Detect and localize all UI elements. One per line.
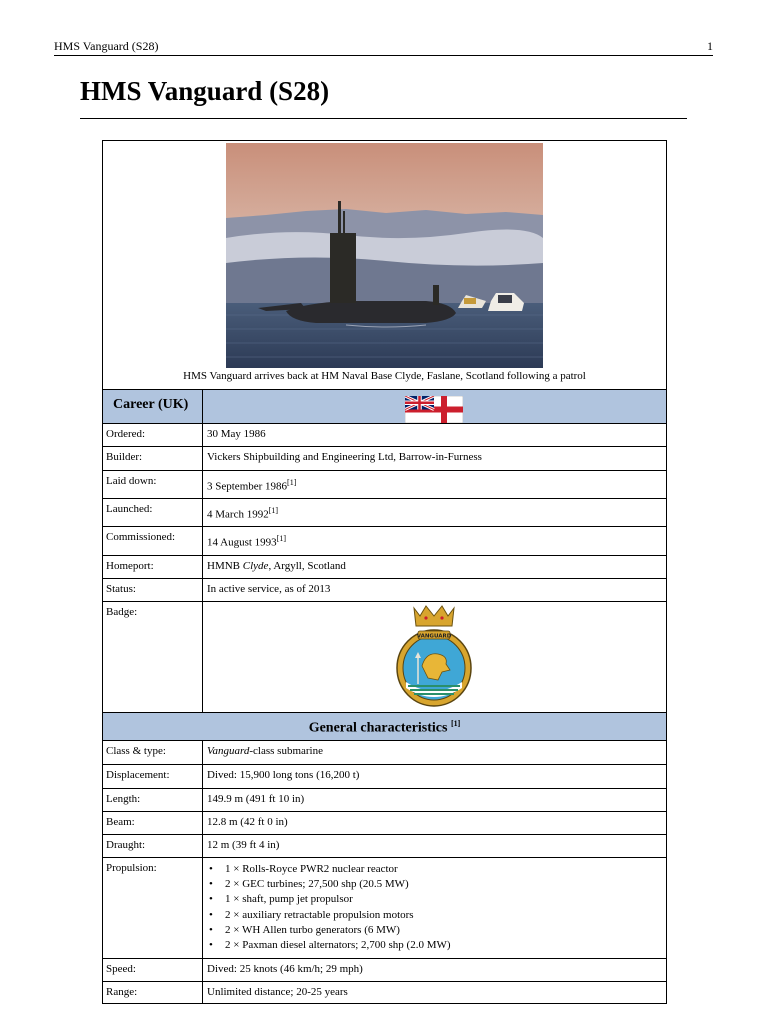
row-value: [203, 471, 666, 498]
row-value-text: -class submarine: [249, 745, 323, 757]
badge-text: VANGUARD: [416, 633, 452, 640]
infobox-row-homeport: [103, 556, 666, 579]
row-value-text: , Argyll, Scotland: [268, 560, 346, 572]
row-label: Speed:: [103, 959, 203, 981]
badge-cell: [203, 602, 666, 712]
infobox-row-builder: [103, 447, 666, 471]
propulsion-list: [207, 862, 666, 953]
infobox-row-beam: [103, 812, 666, 835]
row-value: [203, 741, 666, 764]
page-number: 1: [707, 39, 713, 53]
career-header-row: [103, 390, 666, 424]
infobox-row-launched: [103, 499, 666, 527]
row-label: Launched:: [103, 499, 203, 526]
row-label: Laid down:: [103, 471, 203, 498]
list-item: • 1 × Rolls-Royce PWR2 nuclear reactor: [207, 862, 666, 877]
white-ensign-icon: [405, 396, 463, 423]
citation-ref[interactable]: [1]: [276, 534, 287, 543]
row-value: 12.8 m (42 ft 0 in): [207, 816, 288, 828]
infobox-row-badge: [103, 602, 666, 713]
list-item: • 1 × shaft, pump jet propulsor: [207, 892, 666, 907]
infobox-row-draught: [103, 835, 666, 858]
list-item: • 2 × Paxman diesel alternators; 2,700 shp (2.0 MW): [207, 938, 666, 953]
row-value: Dived: 25 knots (46 km/h; 29 mph): [207, 963, 363, 975]
image-caption: HMS Vanguard arrives back at HM Naval Base Clyde, Faslane, Scotland following a patrol: [183, 370, 586, 382]
row-value: Dived: 15,900 long tons (16,200 t): [207, 769, 360, 781]
general-header-text: General characteristics: [308, 720, 448, 736]
ship-badge-icon: [392, 604, 476, 708]
infobox-row-status: [103, 579, 666, 602]
general-header: [103, 713, 666, 737]
row-value: 12 m (39 ft 4 in): [207, 839, 280, 851]
list-item: • 2 × auxiliary retractable propulsion motors: [207, 908, 666, 923]
ensign-cell: [203, 390, 666, 423]
row-label: Ordered:: [103, 424, 203, 446]
infobox-row-displacement: [103, 765, 666, 789]
infobox: [102, 140, 667, 1004]
infobox-row-range: [103, 982, 666, 1003]
infobox-row-commissioned: [103, 527, 666, 556]
row-label: Badge:: [103, 602, 203, 712]
infobox-row-class: [103, 741, 666, 765]
row-value: 30 May 1986: [207, 428, 266, 440]
row-label: Range:: [103, 982, 203, 1003]
row-value: [203, 556, 666, 578]
row-value-text: 4 March 1992: [207, 508, 269, 521]
row-label: Class & type:: [103, 741, 203, 764]
row-label: Builder:: [103, 447, 203, 470]
citation-ref[interactable]: [1]: [287, 478, 297, 487]
row-value: [203, 499, 666, 526]
career-header: Career (UK): [103, 390, 203, 423]
infobox-row-length: [103, 789, 666, 812]
citation-ref[interactable]: [1]: [450, 719, 461, 728]
infobox-row-laid-down: [103, 471, 666, 499]
row-value-text: 3 September 1986: [207, 480, 288, 493]
row-value[interactable]: Vickers Shipbuilding and Engineering Ltd, Barrow-in-Furness: [207, 451, 482, 463]
infobox-row-speed: [103, 959, 666, 982]
row-value: Unlimited distance; 20-25 years: [207, 986, 348, 998]
row-label: Displacement:: [103, 765, 203, 788]
list-item: • 2 × WH Allen turbo generators (6 MW): [207, 923, 666, 938]
row-value-link[interactable]: Clyde: [242, 560, 269, 572]
running-header: [54, 38, 713, 56]
page-title: HMS Vanguard (S28): [80, 76, 330, 106]
row-value: 149.9 m (491 ft 10 in): [207, 793, 305, 805]
row-value-link[interactable]: Vanguard: [207, 745, 250, 757]
row-label: Homeport:: [103, 556, 203, 578]
row-value: [203, 527, 666, 555]
infobox-row-ordered: [103, 424, 666, 447]
submarine-photo: [226, 143, 543, 368]
row-label: Length:: [103, 789, 203, 811]
row-value-text: HMNB: [207, 560, 243, 572]
row-value: In active service, as of 2013: [207, 583, 331, 595]
row-label: Beam:: [103, 812, 203, 834]
general-header-row: [103, 713, 666, 741]
title-rule: [80, 118, 687, 119]
list-item: • 2 × GEC turbines; 27,500 shp (20.5 MW): [207, 877, 666, 892]
row-value: [203, 858, 666, 958]
citation-ref[interactable]: [1]: [268, 506, 279, 515]
row-label: Draught:: [103, 835, 203, 857]
infobox-row-propulsion: [103, 858, 666, 959]
row-value-text: 14 August 1993: [207, 536, 277, 549]
row-label: Status:: [103, 579, 203, 601]
row-label: Propulsion:: [103, 858, 203, 958]
infobox-image-row: [103, 141, 666, 390]
running-header-title: HMS Vanguard (S28): [54, 39, 159, 53]
row-label: Commissioned:: [103, 527, 203, 555]
